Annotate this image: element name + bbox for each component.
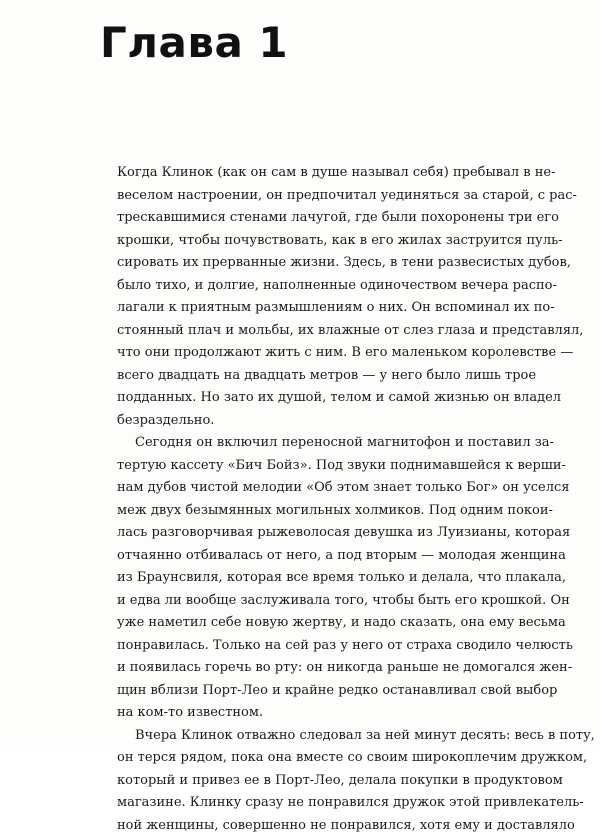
text-line: лагали к приятным размышлениям о них. Он вспоминал их по-	[117, 297, 493, 320]
text-line: понравилась. Только на сей раз у него от страха сводило челюсть	[117, 635, 493, 658]
text-line: было тихо, и долгие, наполненные одиночеством вечера распо-	[117, 275, 493, 298]
paragraph-1	[117, 162, 493, 432]
text-line: тертую кассету «Бич Бойз». Под звуки поднимавшейся к верши-	[117, 455, 493, 478]
text-line: магазине. Клинку сразу не понравился дружок этой привлекатель-	[117, 792, 493, 815]
text-line: меж двух безымянных могильных холмиков. Под одним покои-	[117, 500, 493, 523]
text-line: что они продолжают жить с ним. В его маленьком королевстве —	[117, 342, 493, 365]
paragraph-3	[117, 725, 493, 837]
text-line: трескавшимися стенами лачугой, где были похоронены три его	[117, 207, 493, 230]
paragraph-2	[117, 432, 493, 725]
chapter-text	[117, 162, 493, 837]
text-line: безраздельно.	[117, 410, 493, 433]
text-line: Сегодня он включил переносной магнитофон и поставил за-	[117, 432, 493, 455]
text-line: щин вблизи Порт-Лео и крайне редко останавливал свой выбор	[117, 680, 493, 703]
text-line: он терся рядом, пока она вместе со своим широкоплечим дружком,	[117, 747, 493, 770]
text-line: веселом настроении, он предпочитал уединяться за старой, с рас-	[117, 185, 493, 208]
text-line: всего двадцать на двадцать метров — у него было лишь трое	[117, 365, 493, 388]
text-line: лась разговорчивая рыжеволосая девушка из Луизианы, которая	[117, 522, 493, 545]
text-line: ной женщины, совершенно не понравился, хотя ему и доставляло	[117, 815, 493, 837]
text-line: отчаянно отбивалась от него, а под вторым — молодая женщина	[117, 545, 493, 568]
text-line: сировать их прерванные жизни. Здесь, в тени развесистых дубов,	[117, 252, 493, 275]
text-line: стоянный плач и мольбы, их влажные от слез глаза и представлял,	[117, 320, 493, 343]
text-line: и едва ли вообще заслуживала того, чтобы быть его крошкой. Он	[117, 590, 493, 613]
text-line: и появилась горечь во рту: он никогда раньше не домогался жен-	[117, 657, 493, 680]
text-line: уже наметил себе новую жертву, и надо сказать, она ему весьма	[117, 612, 493, 635]
text-line: из Браунсвиля, которая все время только и делала, что плакала,	[117, 567, 493, 590]
chapter-title: Глава 1	[100, 22, 288, 64]
text-line: Когда Клинок (как он сам в душе называл себя) пребывал в не-	[117, 162, 493, 185]
text-line: Вчера Клинок отважно следовал за ней минут десять: весь в поту,	[117, 725, 493, 748]
text-line: нам дубов чистой мелодии «Об этом знает только Бог» он уселся	[117, 477, 493, 500]
text-line: на ком-то известном.	[117, 702, 493, 725]
text-line: подданных. Но зато их душой, телом и самой жизнью он владел	[117, 387, 493, 410]
text-line: который и привез ее в Порт-Лео, делала покупки в продуктовом	[117, 770, 493, 793]
text-line: крошки, чтобы почувствовать, как в его жилах заструится пуль-	[117, 230, 493, 253]
